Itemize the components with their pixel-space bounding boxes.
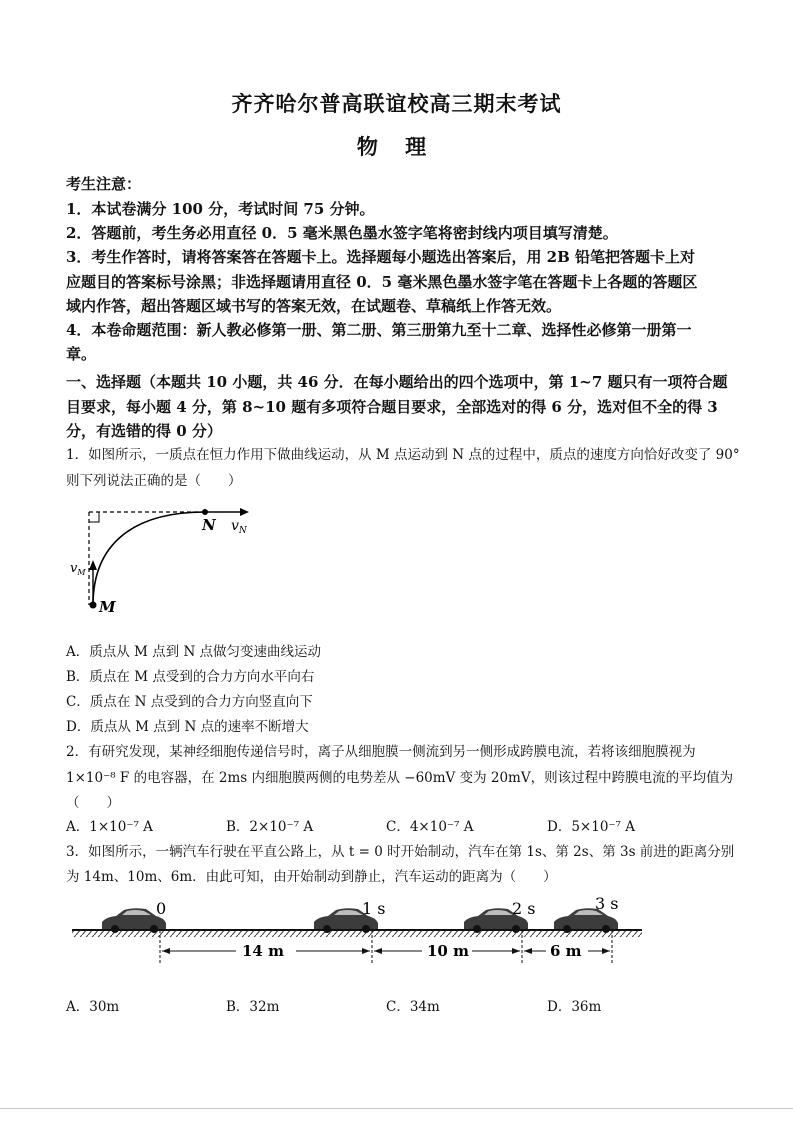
q3-stem: 3．如图所示，一辆汽车行驶在平直公路上，从 t = 0 时开始制动，汽车在第 1s、第 2s、第 3s 前进的距离分别 <box>66 844 735 860</box>
distance-label-14m: 14 m <box>242 942 284 960</box>
section-instructions: 一、选择题（本题共 10 小题，共 46 分．在每小题给出的四个选项中，第 1~7 题只有一项符合题 <box>66 373 728 391</box>
label-n: N <box>202 516 216 534</box>
distance-label-6m: 6 m <box>550 942 582 960</box>
q3-option-d: D．36m <box>547 999 602 1015</box>
note-line: 应题目的答案标号涂黑；非选择题请用直径 0．5 毫米黑色墨水签字笔在答题卡上各题的答题区 <box>66 273 698 291</box>
q1-trajectory-figure <box>62 500 262 620</box>
distance-label-10m: 10 m <box>427 942 469 960</box>
point-n <box>202 509 208 515</box>
note-line: 域内作答，超出答题区域书写的答案无效，在试题卷、草稿纸上作答无效。 <box>66 297 562 315</box>
note-line: 章。 <box>66 345 97 363</box>
q2-option-a: A．1×10⁻⁷ A <box>66 819 153 835</box>
q2-option-d: D．5×10⁻⁷ A <box>547 819 635 835</box>
q3-option-b: B．32m <box>226 999 280 1015</box>
q2-option-b: B．2×10⁻⁷ A <box>226 819 314 835</box>
q1-stem: 1．如图所示，一质点在恒力作用下做曲线运动，从 M 点运动到 N 点的过程中，质点的速度方向恰好改变了 90° <box>66 447 740 463</box>
note-line: 2．答题前，考生务必用直径 0．5 毫米黑色墨水签字笔将密封线内项目填写清楚。 <box>66 224 618 242</box>
q2-option-c: C．4×10⁻⁷ A <box>386 819 474 835</box>
q3-option-a: A．30m <box>66 999 120 1015</box>
vn-arrowhead <box>240 508 249 516</box>
trajectory-curve <box>93 512 205 605</box>
q2-stem: 1×10⁻⁸ F 的电容器，在 2ms 内细胞膜两侧的电势差从 −60mV 变为 20mV，则该过程中跨膜电流的平均值为 <box>66 770 734 786</box>
time-label-1s: 1 s <box>362 899 386 918</box>
label-m: M <box>99 598 116 616</box>
q2-stem: （ ） <box>66 795 120 811</box>
note-line: 1．本试卷满分 100 分，考试时间 75 分钟。 <box>66 200 375 218</box>
time-label-0: 0 <box>156 899 167 918</box>
note-line: 3．考生作答时，请将答案答在答题卡上。选择题每小题选出答案后，用 2B 铅笔把答题卡上对 <box>66 248 696 266</box>
q1-option-c: C．质点在 N 点受到的合力方向竖直向下 <box>66 694 313 710</box>
q1-option-b: B．质点在 M 点受到的合力方向水平向右 <box>66 669 315 685</box>
right-angle-mark <box>89 512 99 522</box>
notes-heading: 考生注意： <box>66 175 142 193</box>
q1-stem: 则下列说法正确的是（ ） <box>66 473 242 489</box>
q2-stem: 2．有研究发现，某神经细胞传递信号时，离子从细胞膜一侧流到另一侧形成跨膜电流，若将该细胞膜视为 <box>66 744 696 760</box>
q3-option-c: C．34m <box>386 999 440 1015</box>
point-m <box>90 602 97 609</box>
q1-option-a: A．质点从 M 点到 N 点做匀变速曲线运动 <box>66 644 322 660</box>
q1-option-d: D．质点从 M 点到 N 点的速率不断增大 <box>66 719 309 735</box>
time-label-2s: 2 s <box>512 899 536 918</box>
q3-stem: 为 14m、10m、6m．由此可知，由开始制动到静止，汽车运动的距离为（ ） <box>66 869 557 885</box>
road-hatching <box>72 930 642 937</box>
vm-arrowhead <box>89 560 97 570</box>
subject-title: 物 理 <box>356 134 437 159</box>
section-instructions: 分，有选错的得 0 分） <box>66 422 222 440</box>
section-instructions: 目要求，每小题 4 分，第 8~10 题有多项符合题目要求，全部选对的得 6 分，选对但不全的得 3 <box>66 398 718 416</box>
q3-braking-figure <box>70 893 650 973</box>
page-bottom-divider <box>0 1108 793 1109</box>
time-label-3s: 3 s <box>595 894 619 913</box>
label-vm: $v_M$ <box>70 561 86 577</box>
note-line: 4．本卷命题范围：新人教必修第一册、第二册、第三册第九至十二章、选择性必修第一册第一 <box>66 321 692 339</box>
exam-title: 齐齐哈尔普高联谊校高三期末考试 <box>231 91 562 116</box>
label-vn: $v_N$ <box>231 518 247 536</box>
